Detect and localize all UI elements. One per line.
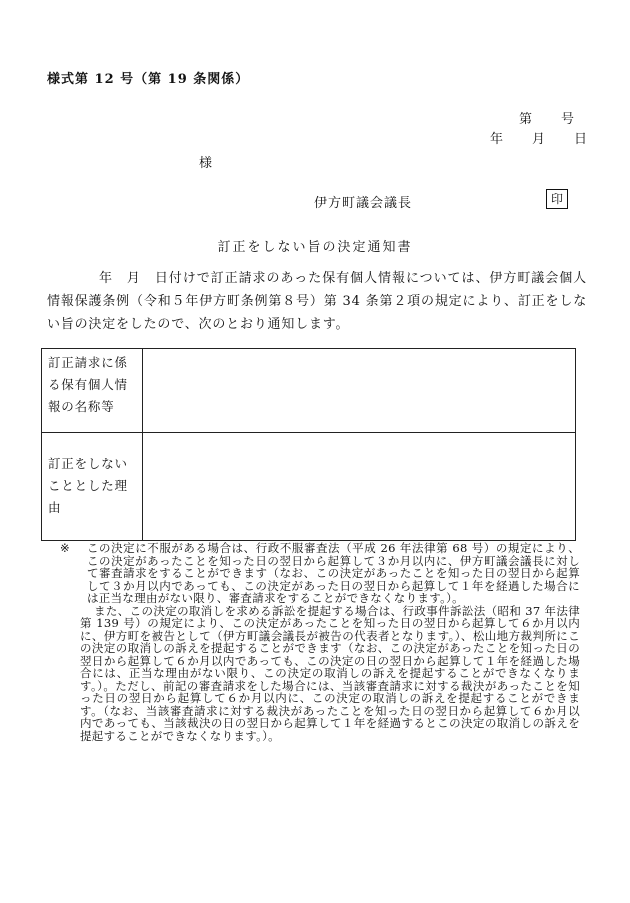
reason-label: 訂正をしないこととした理由	[42, 433, 143, 541]
info-name-value	[143, 349, 576, 433]
decision-detail-table	[41, 348, 576, 541]
reason-value	[143, 433, 576, 541]
issue-date: 年 月 日	[490, 132, 589, 147]
issuer-name: 伊方町議会議長	[314, 196, 413, 211]
intro-paragraph: 年 月 日付けで訂正請求のあった保有個人情報については、伊方町議会個人情報保護条例（令和５年伊方町条例第８号）第 34 条第２項の規定により、訂正をしない旨の決定をしたので、次のとおり通知します。	[47, 271, 587, 332]
table-row	[42, 433, 576, 541]
table-row	[42, 349, 576, 433]
document-title: 訂正をしない旨の決定通知書	[217, 240, 413, 255]
document-number: 第 号	[519, 112, 576, 127]
form-number: 様式第 12 号（第 19 条関係）	[47, 72, 250, 87]
notes-section	[60, 542, 580, 742]
note-lawsuit: また、この決定の取消しを求める訴訟を提起する場合は、行政事件訴訟法（昭和 37 年法律第 139 号）の規定により、この決定があったことを知った日の翌日から起算して６か月以内に、伊方町を被告として（伊方町議会議長が被告の代表者となります。）、松山地方裁判所にこの決定の取消しの訴えを提起することができます（なお、この決定があったことを知った日の翌日から起算して６か月以内であっても、この決定の日の翌日から起算して１年を経過した場合には、正当な理由がない限り、この決定の取消しの訴えを提起することができなくなります。）。ただし、前記の審査請求をした場合には、当該審査請求に対する裁決があったことを知った日の翌日から起算して６か月以内に、この決定の取消しの訴えを提起することができます。（なお、当該審査請求に対する裁決があったことを知った日の翌日から起算して６か月以内であっても、当該裁決の日の翌日から起算して１年を経過するとこの決定の取消しの訴えを提起することができなくなります。）。	[80, 603, 580, 743]
note-mark: ※	[60, 541, 70, 555]
seal-box: 印	[546, 189, 568, 209]
info-name-label: 訂正請求に係る保有個人情報の名称等	[42, 349, 143, 433]
note-appeal: この決定に不服がある場合は、行政不服審査法（平成 26 年法律第 68 号）の規定により、この決定があったことを知った日の翌日から起算して３か月以内に、伊方町議会議長に対して審査請求をすることができます（なお、この決定があったことを知った日の翌日から起算して３か月以内であっても、この決定があった日の翌日から起算して１年を経過した場合には正当な理由がない限り、審査請求をすることができなくなります。）。	[87, 541, 580, 605]
addressee-honorific: 様	[199, 156, 213, 171]
